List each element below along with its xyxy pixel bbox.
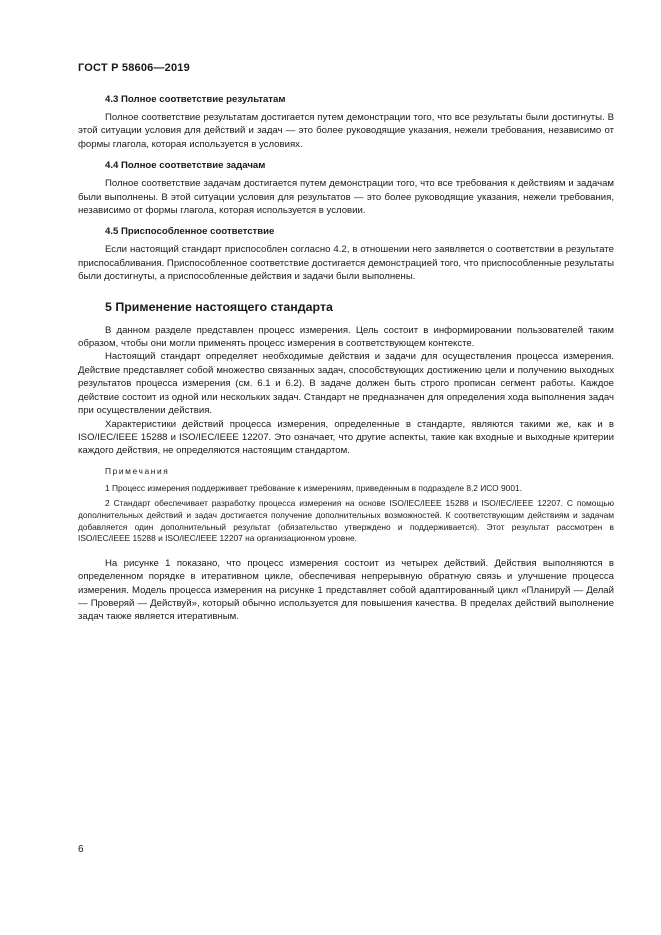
page-number: 6 [78,844,84,855]
section-5-paragraph-4: На рисунке 1 показано, что процесс измерения состоит из четырех действий. Действия выполняются в определенном порядке в итеративном цикле, обеспечивая непрерывную обратную связь и улучшение процесса измерения. Модель процесса измерения на рисунке 1 представляет собой адаптированный цикл «Планируй — Делай — Проверяй — Действуй», который обычно используется для повышения качества. В пределах действий выполнение задач также является итеративным. [78,557,614,623]
section-4-3-paragraph: Полное соответствие результатам достигается путем демонстрации того, что все результаты были достигнуты. В этой ситуации условия для действий и задач — это более руководящие указания, нежели требования, независимо от формы глагола, которая используется в условиях. [78,112,614,150]
section-5-paragraph-3: Характеристики действий процесса измерения, определенные в стандарте, являются такими же, как и в ISO/IEC/IEEE 15288 и ISO/IEC/IEEE 12207. Это означает, что другие аспекты, такие как входные и выходные критерии каждого действия, не определяются настоящим стандартом. [78,418,614,457]
section-5-paragraph-2: Настоящий стандарт определяет необходимые действия и задачи для осуществления процесса измерения. Действие представляет собой множество связанных задач, способствующих достижению цели и получению выходных результатов процесса измерения (см. 6.1 и 6.2). В задаче должен быть строго прописан сегмент работы. Каждое действие состоит из одной или нескольких задач. Стандарт не предназначен для определения хода выполнения задач при осуществлении действия. [78,351,614,417]
note-2: 2 Стандарт обеспечивает разработку процесса измерения на основе ISO/IEC/IEEE 15288 и ISO/IEC/IEEE 12207. С помощью дополнительных действий и задач достигается получение дополнительных возможностей. К соответствующим действиям и задачам добавляется один дополнительный результат (обязательство утверждено и поддерживается). Этот результат рассмотрен в ISO/IEC/IEEE 15288 и ISO/IEC/IEEE 12207 на организационном уровне. [78,498,614,544]
document-header-id: ГОСТ Р 58606—2019 [78,62,190,74]
section-5-paragraph-1: В данном разделе представлен процесс измерения. Цель состоит в информировании пользователей таким образом, чтобы они могли применять процесс измерения в соответствующем контексте. [78,324,614,350]
section-4-4-paragraph: Полное соответствие задачам достигается путем демонстрации того, что все требования к действиям и задачам были выполнены. В этой ситуации условия для результатов — это более руководящие указания, нежели требования, независимо от формы глагола, которая используется в условии. [78,178,614,217]
section-5-title: 5 Применение настоящего стандарта [105,299,333,314]
notes-heading: Примечания [105,465,170,476]
section-4-5-paragraph: Если настоящий стандарт приспособлен согласно 4.2, в отношении него заявляется о соответствии в результате приспосабливания. Приспособленное соответствие достигается демонстрацией того, что приспособленные результаты были достигнуты, а приспособленные действия и задачи были выполнены. [78,244,614,283]
section-4-4-title: 4.4 Полное соответствие задачам [105,160,266,172]
section-4-5-title: 4.5 Приспособленное соответствие [105,226,275,238]
note-1: 1 Процесс измерения поддерживает требование к измерениям, приведенным в подразделе 8.2 ИСО 9001. [105,482,522,493]
page-content [78,93,614,624]
section-4-3-title: 4.3 Полное соответствие результатам [105,94,286,105]
